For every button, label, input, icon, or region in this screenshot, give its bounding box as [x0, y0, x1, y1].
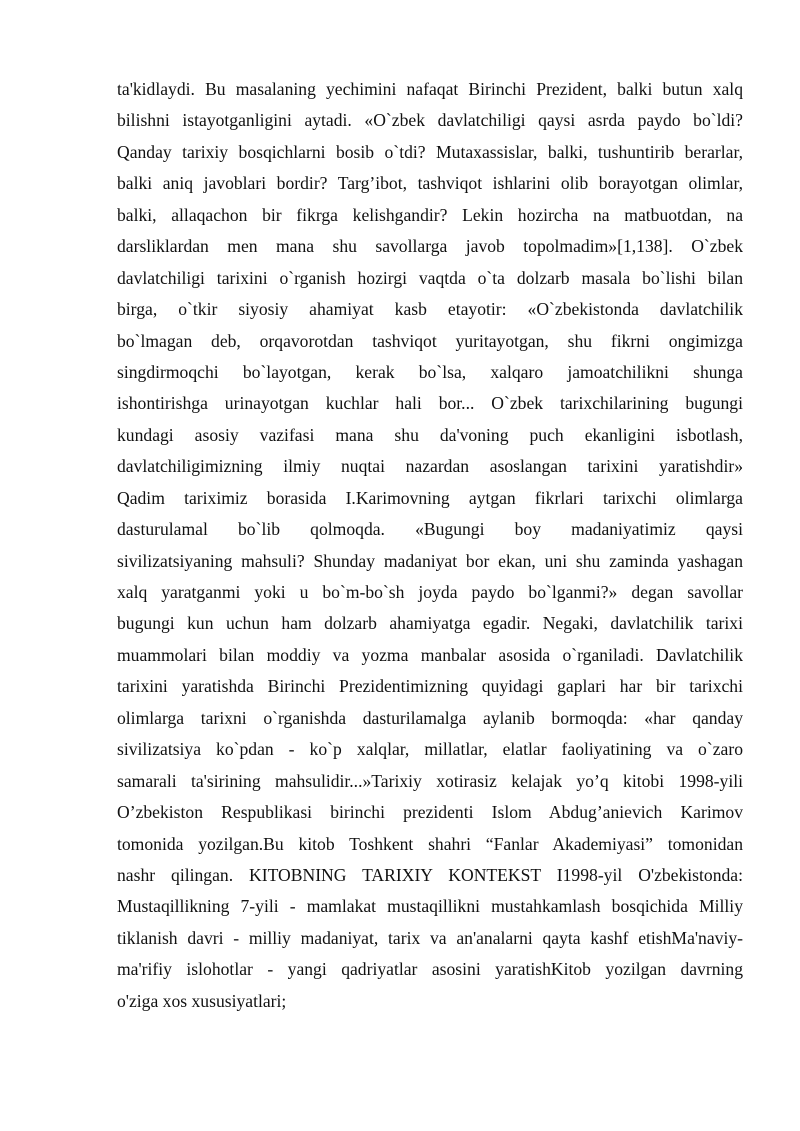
- text-line: tarixini yaratishda Birinchi Prezidentimizning quyidagi gaplari har bir tarixchi: [117, 676, 743, 697]
- text-line: bo`lmagan deb, orqavorotdan tashviqot yuritayotgan, shu fikrni ongimizga: [117, 330, 743, 351]
- text-line: singdirmoqchi bo`layotgan, kerak bo`lsa, xalqaro jamoatchilikni shunga: [117, 361, 743, 382]
- text-line: o'ziga xos xususiyatlari;: [117, 990, 287, 1011]
- text-line: tiklanish davri - milliy madaniyat, tarix va an'analarni qayta kashf etishMa'naviy-: [117, 927, 743, 948]
- text-line: ishontirishga urinayotgan kuchlar hali bor... O`zbek tarixchilarining bugungi: [117, 393, 743, 414]
- body-text: [117, 74, 743, 1017]
- text-line: davlatchiligimizning ilmiy nuqtai nazardan asoslangan tarixini yaratishdir»: [117, 456, 743, 477]
- text-line: bilishni istayotganligini aytadi. «O`zbek davlatchiligi qaysi asrda paydo bo`ldi?: [117, 110, 743, 131]
- text-line: xalq yaratganmi yoki u bo`m-bo`sh joyda paydo bo`lganmi?» degan savollar: [117, 582, 743, 602]
- text-line: balki, allaqachon bir fikrga kelishgandir? Lekin hozircha na matbuotdan, na: [117, 204, 743, 225]
- text-line: bugungi kun uchun ham dolzarb ahamiyatga egadir. Negaki, davlatchilik tarixi: [117, 613, 743, 634]
- text-line: ta'kidlaydi. Bu masalaning yechimini nafaqat Birinchi Prezident, balki butun xalq: [117, 79, 743, 99]
- text-line: sivilizatsiya ko`pdan - ko`p xalqlar, millatlar, elatlar faoliyatining va o`zaro: [117, 739, 743, 760]
- text-line: nashr qilingan. KITOBNING TARIXIY KONTEKST I1998-yil O'zbekistonda:: [117, 864, 743, 885]
- text-line: sivilizatsiyaning mahsuli? Shunday madaniyat bor ekan, uni shu zaminda yashagan: [117, 550, 743, 571]
- text-line: davlatchiligi tarixini o`rganish hozirgi vaqtda o`ta dolzarb masala bo`lishi bilan: [117, 267, 743, 288]
- text-line: olimlarga tarixni o`rganishda dasturilamalga aylanib bormoqda: «har qanday: [117, 707, 743, 728]
- text-line: balki aniq javoblari bordir? Targ’ibot, tashviqot ishlarini olib borayotgan olimlar,: [117, 173, 743, 194]
- text-line: Mustaqillikning 7-yili - mamlakat mustaqillikni mustahkamlash bosqichida Milliy: [117, 896, 743, 917]
- text-line: Qanday tarixiy bosqichlarni bosib o`tdi? Mutaxassislar, balki, tushuntirib berarlar,: [117, 141, 743, 162]
- text-line: dasturulamal bo`lib qolmoqda. «Bugungi boy madaniyatimiz qaysi: [117, 519, 743, 540]
- text-line: samarali ta'sirining mahsulidir...»Tarixiy xotirasiz kelajak yo’q kitobi 1998-yili: [117, 770, 743, 791]
- text-line: birga, o`tkir siyosiy ahamiyat kasb etayotir: «O`zbekistonda davlatchilik: [117, 299, 743, 320]
- text-line: kundagi asosiy vazifasi mana shu da'voning puch ekanligini isbotlash,: [117, 424, 743, 445]
- text-line: Qadim tariximiz borasida I.Karimovning aytgan fikrlari tarixchi olimlarga: [117, 487, 743, 508]
- text-line: muammolari bilan moddiy va yozma manbalar asosida o`rganiladi. Davlatchilik: [117, 644, 743, 665]
- text-line: tomonida yozilgan.Bu kitob Toshkent shahri “Fanlar Akademiyasi” tomonidan: [117, 833, 743, 854]
- text-line: darsliklardan men mana shu savollarga javob topolmadim»[1,138]. O`zbek: [117, 236, 743, 257]
- text-line: ma'rifiy islohotlar - yangi qadriyatlar asosini yaratishKitob yozilgan davrning: [117, 959, 743, 980]
- text-line: O’zbekiston Respublikasi birinchi prezidenti Islom Abdug’anievich Karimov: [117, 802, 743, 823]
